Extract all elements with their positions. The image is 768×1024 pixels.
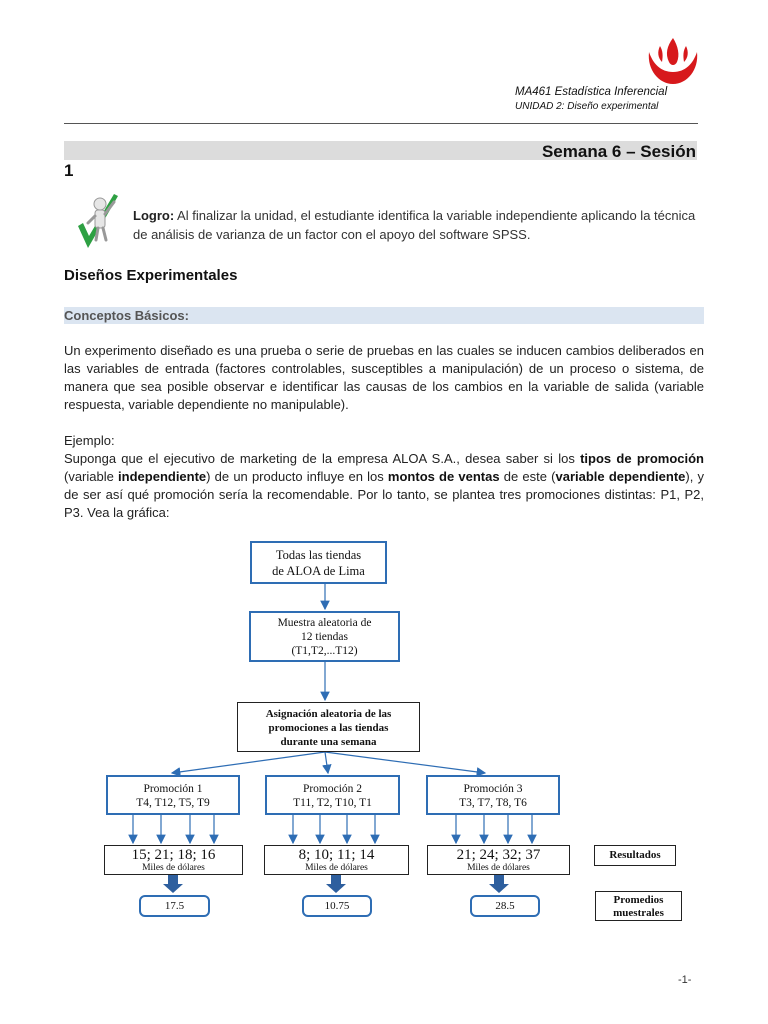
subheading: Conceptos Básicos: xyxy=(64,308,189,323)
assignment-line: promociones a las tiendas xyxy=(268,722,389,734)
promotion-stores: T4, T12, T5, T9 xyxy=(136,797,210,809)
example-text: Suponga que el ejecutivo de marketing de la empresa ALOA S.A., desea saber si los xyxy=(64,451,581,466)
promotion-stores: T11, T2, T10, T1 xyxy=(293,797,372,809)
sample-box xyxy=(249,611,400,662)
example-text: ), y de ser así qué promoción sería la recomendable. Por lo tanto, se plantea tres promociones distintas: P1, P2, P3. Vea la gráfica: xyxy=(64,469,705,520)
promotion-stores: T3, T7, T8, T6 xyxy=(459,797,527,809)
section-heading: Diseños Experimentales xyxy=(64,267,238,284)
definition-paragraph: Un experimento diseñado es una prueba o serie de pruebas en las cuales se inducen cambios deliberados en las variables de entrada (factores controlables, susceptibles a manipulación) de un proceso o sistema, de manera que sea posible observar e identificar las causas de los cambios en la variable de salida (variable respuesta, variable dependiente no manipulable). xyxy=(64,343,704,412)
sample-line: Muestra aleatoria de xyxy=(277,617,372,629)
example-text: de este ( xyxy=(499,469,556,484)
example-text: (variable xyxy=(64,469,119,484)
promotion-name: Promoción 3 xyxy=(463,783,523,795)
week-title: Semana 6 – Sesión xyxy=(541,142,696,161)
promotion-name: Promoción 2 xyxy=(302,783,363,795)
sample-line: 12 tiendas xyxy=(301,631,348,643)
population-line: Todas las tiendas xyxy=(275,548,362,562)
means-label xyxy=(595,891,682,921)
means-label-line: muestrales xyxy=(613,907,664,919)
results-box-2 xyxy=(264,845,409,875)
results-unit: Miles de dólares xyxy=(142,863,205,873)
example-bold: independiente xyxy=(118,469,207,484)
example-label: Ejemplo: xyxy=(64,433,115,448)
example-bold: variable dependiente xyxy=(555,469,686,484)
mean-box-2: 10.75 xyxy=(302,895,372,917)
promotion-box-3 xyxy=(426,775,560,815)
results-values: 8; 10; 11; 14 xyxy=(298,847,375,863)
page-number: -1- xyxy=(678,974,692,986)
means-label-line: Promedios xyxy=(613,894,664,906)
course-name: MA461 Estadística Inferencial xyxy=(515,86,668,98)
results-values: 21; 24; 32; 37 xyxy=(456,847,541,863)
promotion-box-1 xyxy=(106,775,240,815)
example-text: ) de un producto influye en los xyxy=(206,469,388,484)
session-number: 1 xyxy=(64,161,74,180)
example-bold: tipos de promoción xyxy=(580,451,704,466)
results-values: 15; 21; 18; 16 xyxy=(131,847,216,863)
results-unit: Miles de dólares xyxy=(305,863,368,873)
unit-name: UNIDAD 2: Diseño experimental xyxy=(515,101,659,112)
goal-text: Al finalizar la unidad, el estudiante identifica la variable independiente aplicando la técnica de análisis de varianza de un factor con el apoyo del software SPSS. xyxy=(133,208,696,242)
assignment-box xyxy=(237,702,420,752)
sample-line: (T1,T2,...T12) xyxy=(291,645,358,657)
mean-box-1: 17.5 xyxy=(139,895,210,917)
assignment-line: durante una semana xyxy=(280,736,377,748)
promotion-box-2 xyxy=(265,775,400,815)
example-bold: montos de ventas xyxy=(387,469,500,484)
population-line: de ALOA de Lima xyxy=(272,564,365,578)
results-box-3 xyxy=(427,845,570,875)
assignment-line: Asignación aleatoria de las xyxy=(265,708,392,720)
population-box xyxy=(250,541,387,584)
results-unit: Miles de dólares xyxy=(467,863,530,873)
mean-box-3: 28.5 xyxy=(470,895,540,917)
promotion-name: Promoción 1 xyxy=(143,783,203,795)
results-label: Resultados xyxy=(594,845,676,866)
results-box-1 xyxy=(104,845,243,875)
goal-label: Logro: xyxy=(133,208,175,223)
